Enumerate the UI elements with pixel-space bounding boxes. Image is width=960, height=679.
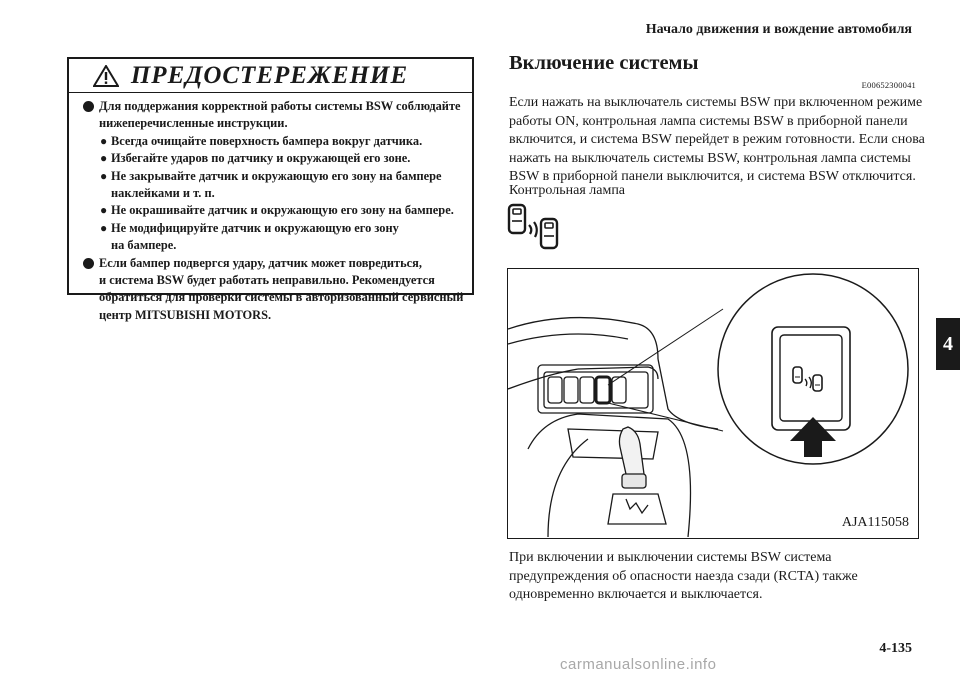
bullet-icon [83, 258, 94, 269]
warning-box [67, 57, 474, 322]
dot-bullet-icon: ● [100, 151, 108, 166]
warning-text-line: Не закрывайте датчик и окружающую его зону на бампере [111, 168, 442, 183]
warning-subitem [81, 150, 462, 167]
warning-text-line: и система BSW будет работать неправильно. Рекомендуется [99, 273, 435, 288]
warning-text-line: Избегайте ударов по датчику и окружающей его зоне. [111, 151, 411, 166]
paragraph-line: одновременно включается и выключается. [509, 587, 763, 603]
warning-triangle-icon [93, 65, 119, 87]
bullet-icon [83, 101, 94, 112]
paragraph-rcta-note [509, 549, 921, 605]
warning-text-line: обратиться для проверки системы в авторизованный сервисный [99, 290, 464, 305]
section-title: Включение системы [509, 52, 699, 74]
paragraph-line: работы ON, контрольная лампа системы BSW в приборной панели [509, 113, 908, 129]
paragraph-line: Если нажать на выключатель системы BSW при включенном режиме [509, 95, 923, 110]
warning-text-line: Для поддержания корректной работы системы BSW соблюдайте [99, 99, 461, 113]
paragraph-system-activation [509, 94, 925, 187]
warning-text-line: нижеперечисленные инструкции. [99, 116, 288, 131]
page-header-title: Начало движения и вождение автомобиля [645, 22, 912, 37]
warning-text-line: центр MITSUBISHI MOTORS. [99, 307, 272, 322]
footer-watermark: carmanualsonline.info [560, 656, 717, 673]
dot-bullet-icon: ● [100, 220, 108, 235]
dot-bullet-icon: ● [100, 203, 108, 218]
warning-subitem [81, 133, 462, 150]
paragraph-line: нажать на выключатель системы BSW, контрольная лампа системы [509, 150, 911, 166]
warning-text-line: Не окрашивайте датчик и окружающую его зону на бампере. [111, 203, 454, 218]
paragraph-line: При включении и выключении системы BSW система [509, 550, 832, 565]
warning-text-line: на бампере. [111, 238, 177, 253]
page-number: 4-135 [879, 641, 912, 656]
console-drawing [508, 269, 917, 537]
warning-subitem [81, 168, 462, 203]
bsw-indicator-lamp-icon [507, 203, 559, 250]
indicator-lamp-label: Контрольная лампа [509, 183, 626, 198]
warning-item [81, 255, 462, 325]
warning-header [69, 59, 472, 93]
warning-body [69, 93, 472, 324]
section-code: E00652300041 [861, 80, 916, 90]
warning-text-line: наклейками и т. п. [111, 186, 215, 201]
chapter-tab-marker: 4 [936, 318, 960, 370]
warning-subitem [81, 220, 462, 255]
warning-subitem [81, 202, 462, 219]
warning-text-line: Если бампер подвергся удару, датчик может повредиться, [99, 255, 422, 270]
paragraph-line: предупреждения об опасности наезда сзади (RCTA) также [509, 568, 858, 584]
warning-item [81, 98, 462, 133]
warning-title: ПРЕДОСТЕРЕЖЕНИЕ [130, 61, 409, 89]
figure-code: AJA115058 [841, 515, 909, 530]
dot-bullet-icon: ● [100, 133, 108, 148]
paragraph-line: BSW в приборной панели выключится, и система BSW отключится. [509, 169, 916, 185]
dot-bullet-icon: ● [100, 168, 108, 183]
paragraph-line: включится, и система BSW перейдет в режим готовности. Если снова [509, 132, 925, 148]
warning-text-line: Всегда очищайте поверхность бампера вокруг датчика. [111, 133, 423, 148]
warning-text-line: Не модифицируйте датчик и окружающую его зону [111, 220, 399, 235]
bsw-switch-illustration [507, 268, 919, 539]
